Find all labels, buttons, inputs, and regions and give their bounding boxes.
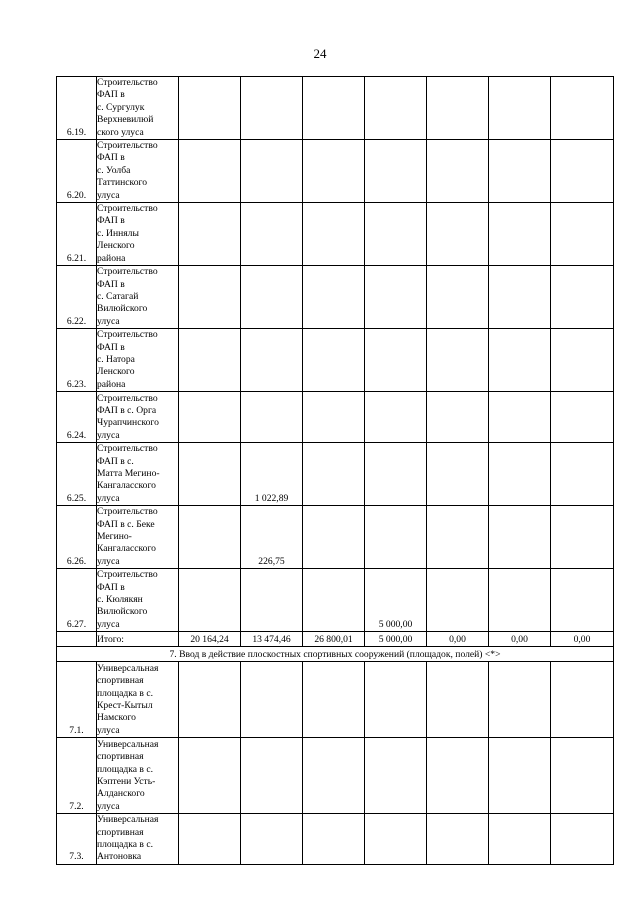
row-name-line: площадка в с.	[97, 839, 154, 851]
row-name-line: улуса	[97, 618, 120, 630]
row-name-line: Крест-Кытыл	[97, 700, 153, 712]
row-name-line: Кангаласского	[97, 480, 156, 492]
value-cell	[241, 140, 303, 203]
row-number: 6.26.	[57, 506, 97, 569]
value-cell	[551, 814, 614, 865]
value-cell	[303, 569, 365, 632]
row-name-line: ФАП в с. Орга	[97, 404, 157, 416]
value-cell	[427, 443, 489, 506]
value-cell	[365, 77, 427, 140]
section-7-title: 7. Ввод в действие плоскостных спортивных сооружений (площадок, полей) <*>	[57, 647, 614, 662]
value-cell	[365, 140, 427, 203]
total-value: 0,00	[551, 632, 614, 647]
row-number: 6.19.	[57, 77, 97, 140]
value-cell	[303, 738, 365, 814]
row-name-line: Строительство	[97, 203, 158, 215]
value-cell	[427, 329, 489, 392]
row-name-line: ФАП в	[97, 341, 125, 353]
total-value: 26 800,01	[303, 632, 365, 647]
table-row	[57, 140, 614, 203]
row-name-cell	[97, 140, 179, 203]
row-number: 6.20.	[57, 140, 97, 203]
value-cell	[179, 814, 241, 865]
row-name-line: улуса	[97, 555, 120, 567]
value-cell	[551, 569, 614, 632]
value-cell	[489, 569, 551, 632]
row-name-line: Верхневилюй	[97, 114, 154, 126]
value-cell	[489, 662, 551, 738]
table-row	[57, 266, 614, 329]
value-cell	[179, 569, 241, 632]
row-name-cell	[97, 569, 179, 632]
row-name-line: Ленского	[97, 366, 135, 378]
value-cell	[179, 662, 241, 738]
value-cell	[551, 662, 614, 738]
value-cell	[427, 662, 489, 738]
total-value: 0,00	[489, 632, 551, 647]
row-number: 7.1.	[57, 662, 97, 738]
table-row	[57, 329, 614, 392]
total-num-cell	[57, 632, 97, 647]
row-name-line: спортивная	[97, 826, 144, 838]
value-cell	[427, 392, 489, 443]
value-cell	[179, 77, 241, 140]
value-cell	[179, 738, 241, 814]
row-name-line: Строительство	[97, 140, 158, 152]
row-name-cell	[97, 392, 179, 443]
value-cell	[241, 738, 303, 814]
value-cell	[489, 392, 551, 443]
row-name-line: Кангаласского	[97, 543, 156, 555]
value-cell	[365, 329, 427, 392]
row-name-line: района	[97, 252, 126, 264]
value-cell	[427, 140, 489, 203]
row-name-line: Кэптени Усть-	[97, 776, 156, 788]
value-cell	[365, 266, 427, 329]
value-cell	[365, 814, 427, 865]
table-body-section-7	[57, 662, 614, 865]
row-name-cell	[97, 266, 179, 329]
row-number: 6.22.	[57, 266, 97, 329]
value-cell	[365, 738, 427, 814]
value-cell	[179, 329, 241, 392]
row-name-line: с. Сатагай	[97, 290, 139, 302]
value-cell	[241, 569, 303, 632]
value-cell	[489, 443, 551, 506]
total-row	[57, 632, 614, 647]
row-number: 6.24.	[57, 392, 97, 443]
row-name-line: Строительство	[97, 266, 158, 278]
value-cell: 226,75	[241, 506, 303, 569]
row-name-line: района	[97, 378, 126, 390]
value-cell	[365, 506, 427, 569]
value-cell	[427, 266, 489, 329]
value-cell	[303, 443, 365, 506]
total-value: 0,00	[427, 632, 489, 647]
row-name-cell	[97, 203, 179, 266]
row-name-cell	[97, 814, 179, 865]
row-name-line: улуса	[97, 800, 120, 812]
row-name-line: с. Натора	[97, 353, 135, 365]
row-name-line: с. Сургулук	[97, 101, 145, 113]
value-cell	[303, 814, 365, 865]
value-cell: 5 000,00	[365, 569, 427, 632]
value-cell	[365, 392, 427, 443]
row-name-line: улуса	[97, 492, 120, 504]
row-name-cell	[97, 738, 179, 814]
value-cell	[551, 77, 614, 140]
table-row	[57, 392, 614, 443]
value-cell	[179, 140, 241, 203]
value-cell	[489, 738, 551, 814]
row-name-line: Строительство	[97, 392, 158, 404]
table-row	[57, 506, 614, 569]
row-name-cell	[97, 77, 179, 140]
table-row	[57, 77, 614, 140]
table-row	[57, 662, 614, 738]
table-body-section-6	[57, 77, 614, 632]
value-cell	[489, 506, 551, 569]
row-name-line: Универсальная	[97, 814, 159, 826]
row-name-line: Чурапчинского	[97, 417, 159, 429]
value-cell	[303, 662, 365, 738]
row-name-line: спортивная	[97, 675, 144, 687]
row-number: 7.2.	[57, 738, 97, 814]
table-row	[57, 443, 614, 506]
table-row	[57, 569, 614, 632]
row-name-line: площадка в с.	[97, 687, 154, 699]
row-name-cell	[97, 329, 179, 392]
value-cell	[489, 266, 551, 329]
value-cell	[241, 266, 303, 329]
value-cell	[241, 77, 303, 140]
value-cell	[179, 266, 241, 329]
row-name-line: ФАП в	[97, 215, 125, 227]
total-value: 5 000,00	[365, 632, 427, 647]
row-name-cell	[97, 662, 179, 738]
row-name-line: улуса	[97, 724, 120, 736]
value-cell	[551, 203, 614, 266]
value-cell	[427, 569, 489, 632]
value-cell	[365, 443, 427, 506]
value-cell	[365, 203, 427, 266]
row-name-line: Мегино-	[97, 531, 132, 542]
row-name-line: улуса	[97, 429, 120, 441]
row-name-line: ФАП в с. Беке	[97, 518, 155, 530]
row-name-line: Универсальная	[97, 662, 159, 674]
row-name-line: улуса	[97, 315, 120, 327]
value-cell	[551, 329, 614, 392]
total-label: Итого:	[97, 632, 179, 647]
value-cell	[427, 77, 489, 140]
value-cell	[489, 140, 551, 203]
row-name-line: улуса	[97, 189, 120, 201]
row-name-line: ФАП в	[97, 581, 125, 593]
value-cell	[551, 140, 614, 203]
value-cell	[179, 506, 241, 569]
table-row	[57, 203, 614, 266]
row-name-line: Строительство	[97, 329, 158, 341]
row-name-line: Строительство	[97, 77, 158, 88]
row-name-cell	[97, 443, 179, 506]
row-name-line: ФАП в	[97, 278, 125, 290]
row-name-line: Вилюйского	[97, 303, 148, 315]
row-name-line: Матта Мегино-	[97, 467, 160, 479]
value-cell	[551, 392, 614, 443]
value-cell	[303, 329, 365, 392]
row-name-line: спортивная	[97, 751, 144, 763]
value-cell	[241, 203, 303, 266]
row-name-line: Алданского	[97, 788, 145, 800]
budget-table	[56, 76, 614, 865]
total-value: 13 474,46	[241, 632, 303, 647]
value-cell	[489, 77, 551, 140]
value-cell	[489, 329, 551, 392]
row-name-line: Строительство	[97, 506, 158, 518]
row-name-line: Намского	[97, 712, 136, 724]
value-cell	[551, 738, 614, 814]
value-cell	[241, 662, 303, 738]
value-cell	[303, 203, 365, 266]
row-name-line: Вилюйского	[97, 606, 148, 618]
value-cell	[179, 392, 241, 443]
row-name-line: с. Уолба	[97, 164, 131, 176]
row-number: 6.21.	[57, 203, 97, 266]
total-value: 20 164,24	[179, 632, 241, 647]
value-cell	[241, 392, 303, 443]
table-row	[57, 814, 614, 865]
value-cell	[241, 329, 303, 392]
row-number: 6.23.	[57, 329, 97, 392]
row-name-line: ского улуса	[97, 126, 144, 138]
row-name-line: ФАП в с.	[97, 455, 134, 467]
value-cell	[551, 443, 614, 506]
value-cell	[427, 738, 489, 814]
row-name-cell	[97, 506, 179, 569]
row-name-line: Ленского	[97, 240, 135, 252]
value-cell	[303, 266, 365, 329]
row-number: 7.3.	[57, 814, 97, 865]
value-cell	[241, 814, 303, 865]
row-name-line: с. Иннялы	[97, 227, 139, 239]
value-cell	[303, 506, 365, 569]
value-cell	[303, 77, 365, 140]
row-name-line: площадка в с.	[97, 763, 154, 775]
value-cell	[427, 203, 489, 266]
row-name-line: с. Кюлякян	[97, 594, 143, 606]
value-cell	[551, 506, 614, 569]
table-total	[57, 632, 614, 662]
row-name-line: Универсальная	[97, 738, 159, 750]
value-cell	[365, 662, 427, 738]
value-cell: 1 022,89	[241, 443, 303, 506]
row-name-line: ФАП в	[97, 89, 125, 101]
row-number: 6.27.	[57, 569, 97, 632]
row-name-line: Строительство	[97, 443, 158, 455]
value-cell	[179, 203, 241, 266]
table-row	[57, 738, 614, 814]
value-cell	[427, 814, 489, 865]
row-number: 6.25.	[57, 443, 97, 506]
row-name-line: Таттинского	[97, 177, 148, 189]
value-cell	[179, 443, 241, 506]
row-name-line: Антоновка	[97, 851, 142, 863]
value-cell	[427, 506, 489, 569]
value-cell	[303, 392, 365, 443]
row-name-line: Строительство	[97, 569, 158, 581]
value-cell	[489, 203, 551, 266]
page-number: 24	[313, 46, 327, 61]
row-name-line: ФАП в	[97, 152, 125, 164]
value-cell	[489, 814, 551, 865]
value-cell	[303, 140, 365, 203]
value-cell	[551, 266, 614, 329]
section-heading-row	[57, 647, 614, 662]
